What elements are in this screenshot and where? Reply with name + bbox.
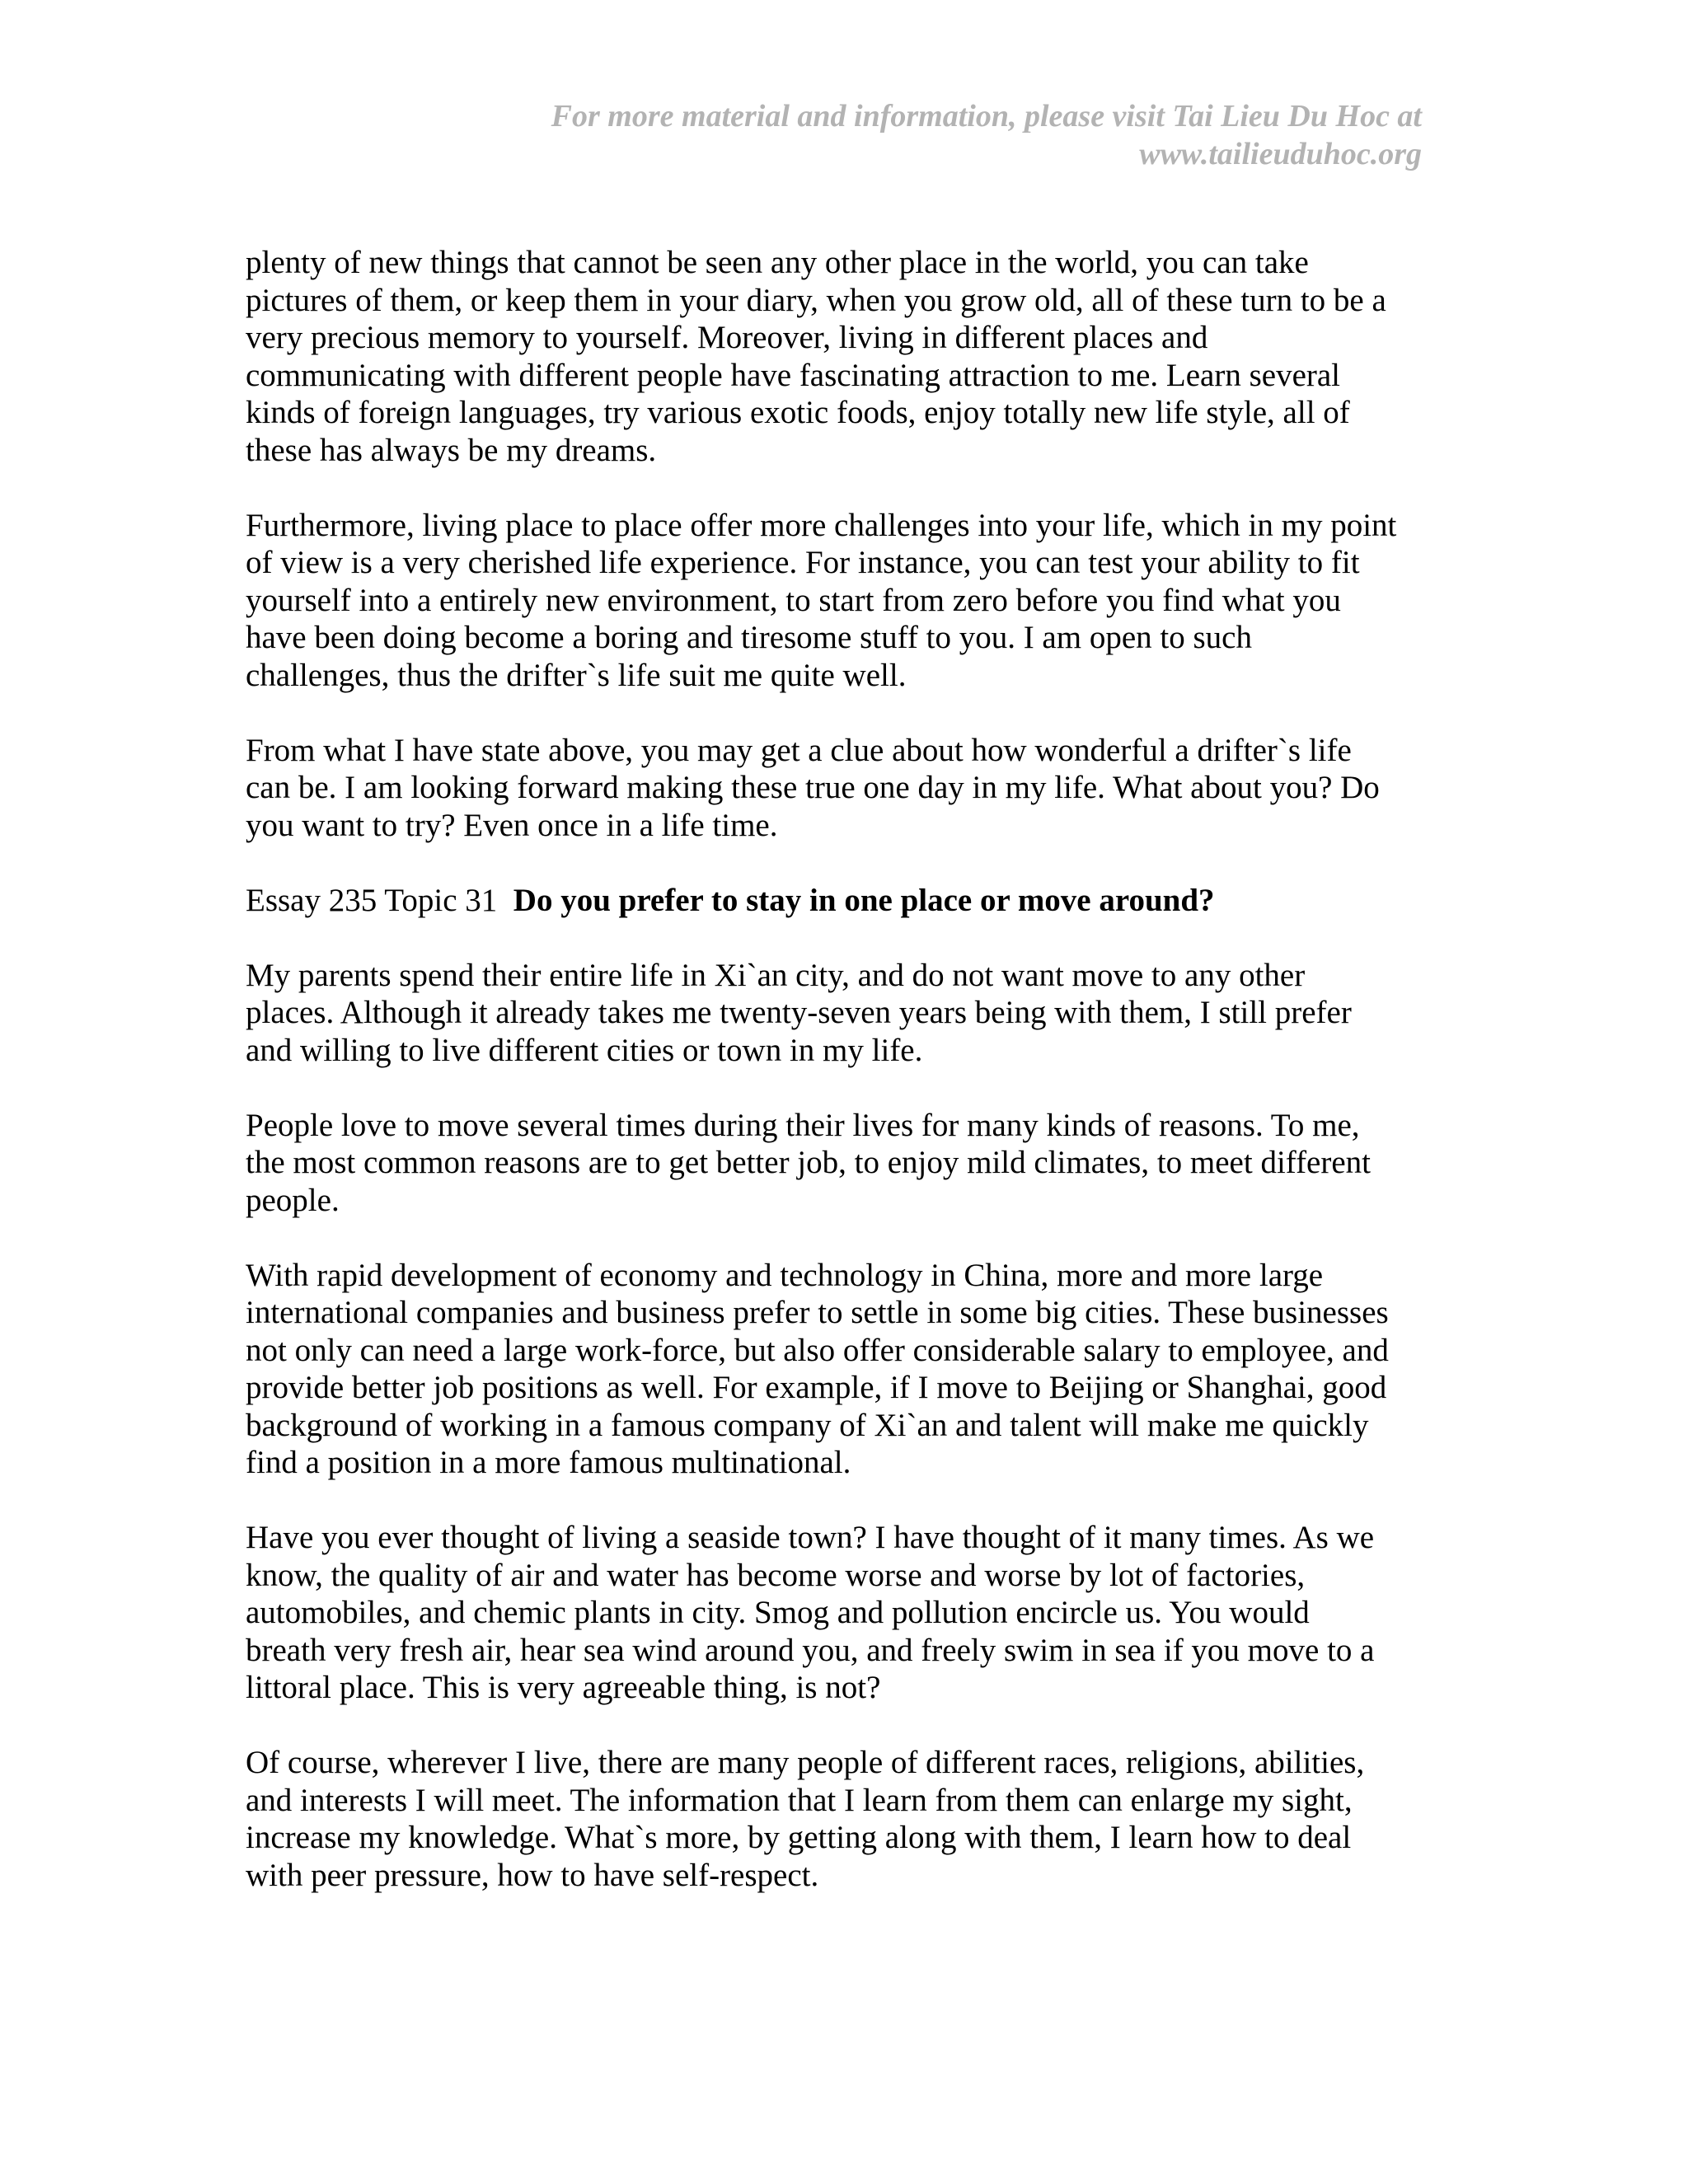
paragraph-line: pictures of them, or keep them in your diary, when you grow old, all of these turn to be a	[246, 282, 1386, 318]
paragraph-line: With rapid development of economy and technology in China, more and more large	[246, 1257, 1324, 1293]
paragraph-line: breath very fresh air, hear sea wind around you, and freely swim in sea if you move to a	[246, 1632, 1375, 1668]
paragraph-line: communicating with different people have fascinating attraction to me. Learn several	[246, 357, 1341, 393]
paragraphs-after	[246, 957, 1449, 1895]
paragraph-line: challenges, thus the drifter`s life suit me quite well.	[246, 657, 907, 693]
paragraph-line: My parents spend their entire life in Xi`an city, and do not want move to any other	[246, 957, 1306, 993]
paragraph-line: plenty of new things that cannot be seen any other place in the world, you can take	[246, 245, 1309, 280]
paragraph-line: Furthermore, living place to place offer more challenges into your life, which in my point	[246, 507, 1397, 543]
paragraph	[246, 1107, 1449, 1220]
paragraph-line: with peer pressure, how to have self-respect.	[246, 1857, 819, 1893]
paragraph-line: international companies and business prefer to settle in some big cities. These businesses	[246, 1295, 1389, 1330]
document-body	[246, 244, 1449, 1932]
header-website-link[interactable]: www.tailieuduhoc.org	[1139, 137, 1422, 171]
paragraph	[246, 507, 1449, 695]
paragraph-line: find a position in a more famous multinational.	[246, 1445, 851, 1480]
paragraph	[246, 957, 1449, 1070]
header-line-1: For more material and information, please visit Tai Lieu Du Hoc at	[551, 99, 1422, 134]
paragraph-line: and willing to live different cities or town in my life.	[246, 1032, 923, 1068]
paragraph-line: Have you ever thought of living a seaside town? I have thought of it many times. As we	[246, 1520, 1375, 1555]
paragraph-line: can be. I am looking forward making these true one day in my life. What about you? Do	[246, 770, 1380, 805]
paragraph-line: yourself into a entirely new environment, to start from zero before you find what you	[246, 582, 1341, 618]
paragraph-line: Of course, wherever I live, there are many people of different races, religions, abilities,	[246, 1745, 1365, 1780]
paragraph	[246, 1744, 1449, 1894]
paragraph-line: places. Although it already takes me twenty-seven years being with them, I still prefer	[246, 995, 1352, 1030]
paragraph	[246, 1519, 1449, 1707]
paragraph-line: people.	[246, 1182, 340, 1218]
paragraph-line: increase my knowledge. What`s more, by getting along with them, I learn how to deal	[246, 1820, 1352, 1855]
paragraph-line: have been doing become a boring and tiresome stuff to you. I am open to such	[246, 620, 1252, 655]
paragraph-line: the most common reasons are to get better job, to enjoy mild climates, to meet different	[246, 1145, 1371, 1180]
paragraph-line: littoral place. This is very agreeable thing, is not?	[246, 1670, 881, 1705]
paragraph-line: and interests I will meet. The information that I learn from them can enlarge my sight,	[246, 1782, 1353, 1818]
essay-heading	[246, 882, 1449, 920]
paragraph-line: From what I have state above, you may get a clue about how wonderful a drifter`s life	[246, 732, 1352, 768]
essay-title: Do you prefer to stay in one place or move around?	[513, 882, 1215, 918]
paragraph-line: kinds of foreign languages, try various exotic foods, enjoy totally new life style, all of	[246, 395, 1350, 430]
paragraph	[246, 1257, 1449, 1482]
paragraph-line: of view is a very cherished life experience. For instance, you can test your ability to fit	[246, 545, 1360, 580]
paragraph-line: automobiles, and chemic plants in city. Smog and pollution encircle us. You would	[246, 1595, 1310, 1630]
paragraph-line: very precious memory to yourself. Moreover, living in different places and	[246, 320, 1208, 355]
paragraph-line: know, the quality of air and water has become worse and worse by lot of factories,	[246, 1557, 1306, 1593]
paragraph-line: these has always be my dreams.	[246, 432, 657, 468]
page-header	[268, 97, 1422, 173]
paragraph-line: not only can need a large work-force, but also offer considerable salary to employee, and	[246, 1332, 1389, 1368]
paragraph-line: People love to move several times during their lives for many kinds of reasons. To me,	[246, 1107, 1360, 1143]
paragraph	[246, 732, 1449, 845]
paragraph-line: provide better job positions as well. For example, if I move to Beijing or Shanghai, good	[246, 1370, 1387, 1405]
paragraph	[246, 244, 1449, 469]
paragraph-line: background of working in a famous company of Xi`an and talent will make me quickly	[246, 1407, 1369, 1443]
essay-label: Essay 235 Topic 31	[246, 882, 498, 918]
paragraphs-before	[246, 244, 1449, 844]
paragraph-line: you want to try? Even once in a life time.	[246, 807, 778, 843]
